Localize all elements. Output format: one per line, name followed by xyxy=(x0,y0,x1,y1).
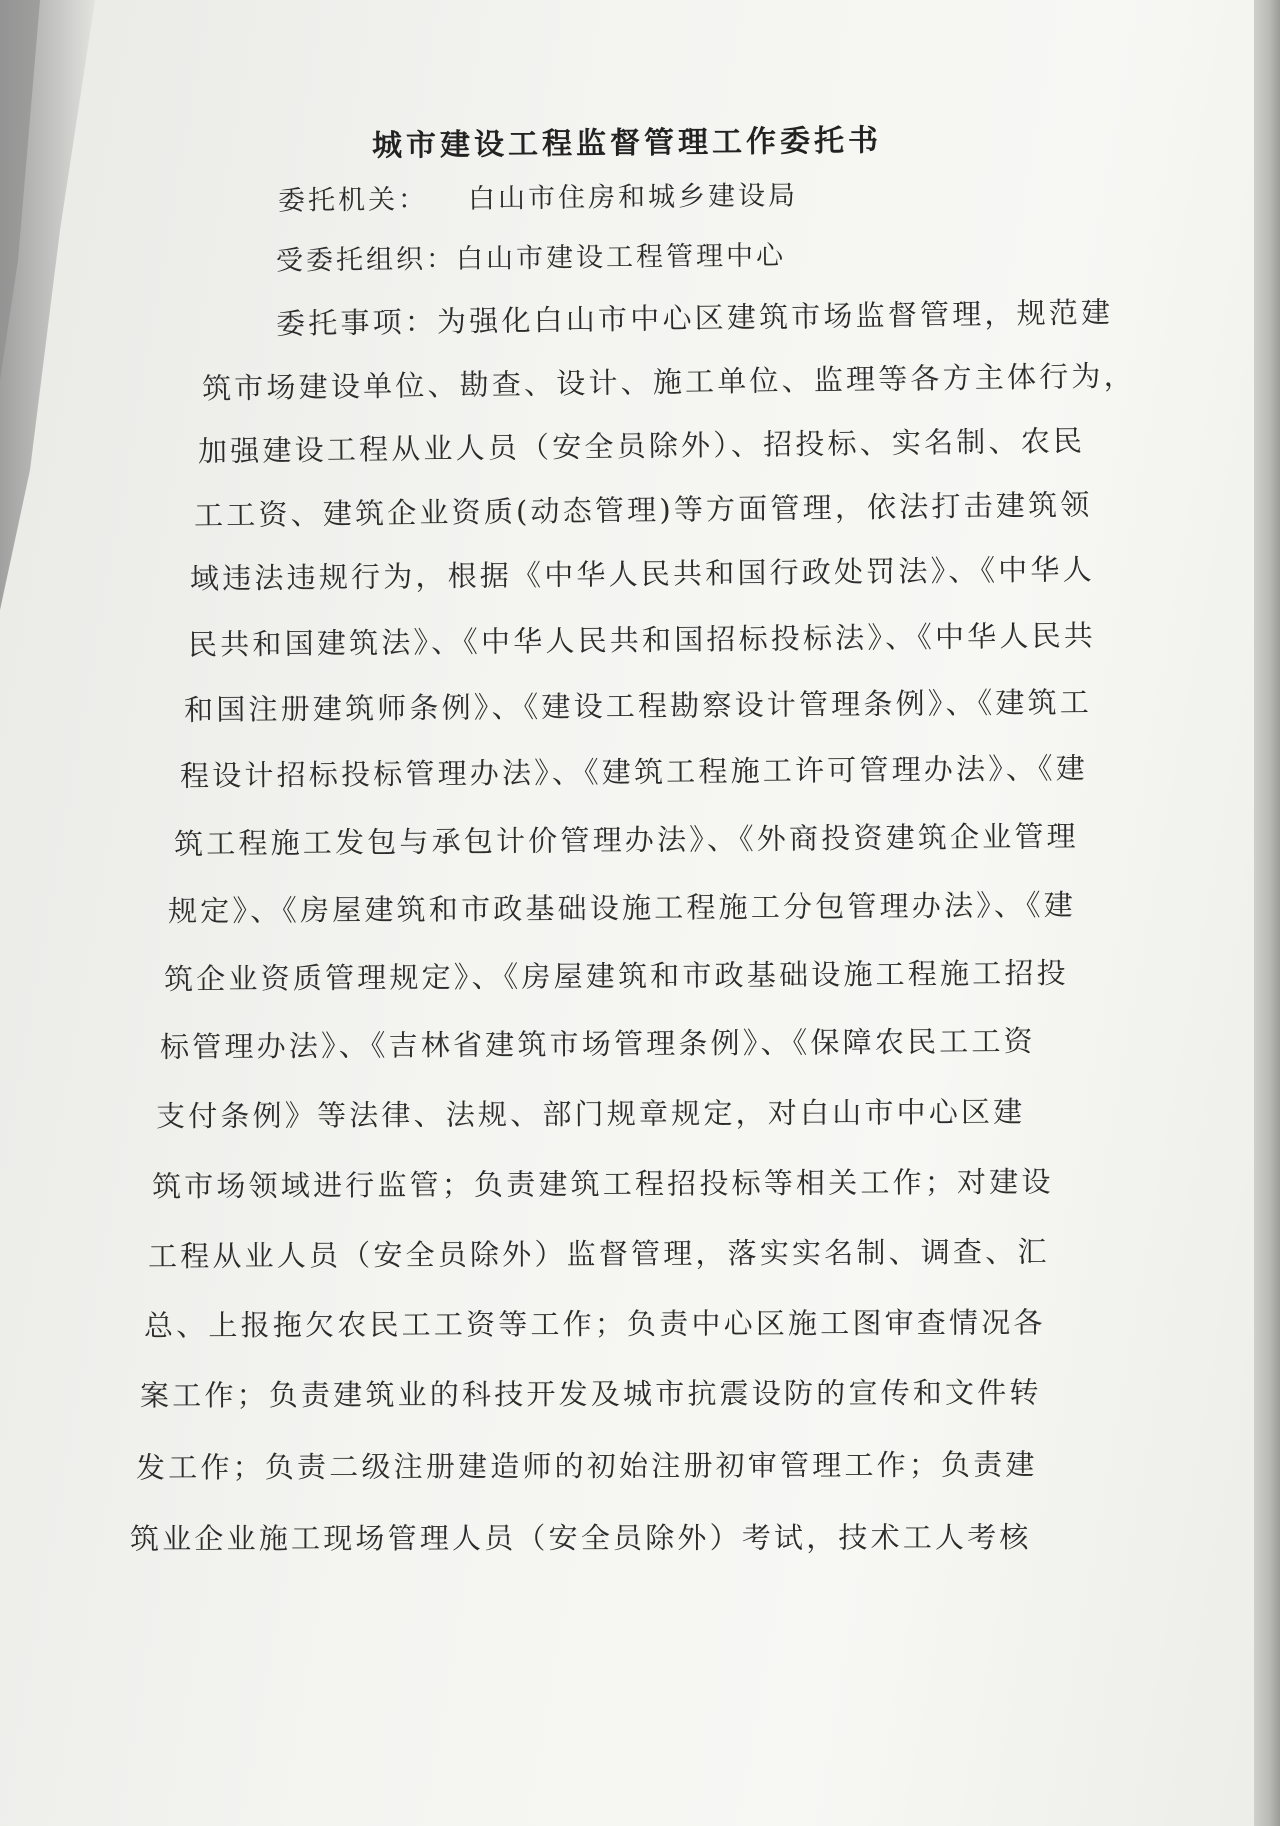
body-line: 加强建设工程从业人员（安全员除外）、招投标、实名制、农民 xyxy=(197,423,1086,469)
body-line: 支付条例》等法律、法规、部门规章规定，对白山市中心区建 xyxy=(155,1094,1026,1134)
body-line: 筑企业资质管理规定》、《房屋建筑和市政基础设施工程施工招投 xyxy=(163,955,1069,997)
body-line: 委托事项：为强化白山市中心区建筑市场监督管理，规范建 xyxy=(275,295,1114,341)
entrusting-org xyxy=(278,173,798,217)
body-line: 民共和国建筑法》、《中华人民共和国招标投标法》、《中华人民共 xyxy=(187,618,1097,662)
body-line: 案工作；负责建筑业的科技开发及城市抗震设防的宣传和文件转 xyxy=(139,1375,1042,1413)
body-line: 和国注册建筑师条例》、《建设工程勘察设计管理条例》、《建筑工 xyxy=(183,685,1093,727)
body-line: 域违法违规行为，根据《中华人民共和国行政处罚法》、《中华人 xyxy=(189,552,1095,596)
body-line: 筑业企业施工现场管理人员（安全员除外）考试，技术工人考核 xyxy=(129,1520,1032,1556)
body-line: 总、上报拖欠农民工工资等工作；负责中心区施工图审查情况各 xyxy=(143,1305,1046,1343)
body-line: 标管理办法》、《吉林省建筑市场管理条例》、《保障农民工工资 xyxy=(159,1023,1036,1065)
body-line: 规定》、《房屋建筑和市政基础设施工程施工分包管理办法》、《建 xyxy=(167,887,1077,929)
body-line: 工程从业人员（安全员除外）监督管理，落实实名制、调查、汇 xyxy=(147,1234,1050,1274)
entrusting-org-value: 白山市住房和城乡建设局 xyxy=(467,180,799,215)
entrusted-org xyxy=(276,233,786,277)
body-line: 发工作；负责二级注册建造师的初始注册初审管理工作；负责建 xyxy=(135,1447,1038,1485)
body-line: 筑工程施工发包与承包计价管理办法》、《外商投资建筑企业管理 xyxy=(173,819,1079,861)
document-title: 城市建设工程监督管理工作委托书 xyxy=(371,123,883,164)
entrusted-org-value: 白山市建设工程管理中心 xyxy=(455,240,787,275)
body-line: 筑市场领域进行监管；负责建筑工程招投标等相关工作；对建设 xyxy=(151,1164,1054,1204)
body-line: 程设计招标投标管理办法》、《建筑工程施工许可管理办法》、《建 xyxy=(179,751,1089,793)
body-line: 工工资、建筑企业资质(动态管理)等方面管理，依法打击建筑领 xyxy=(193,487,1093,533)
entrusted-org-label: 受委托组织： xyxy=(275,243,457,277)
body-line: 筑市场建设单位、勘查、设计、施工单位、监理等各方主体行为， xyxy=(201,358,1137,406)
entrusting-org-label: 委托机关： xyxy=(277,184,429,217)
